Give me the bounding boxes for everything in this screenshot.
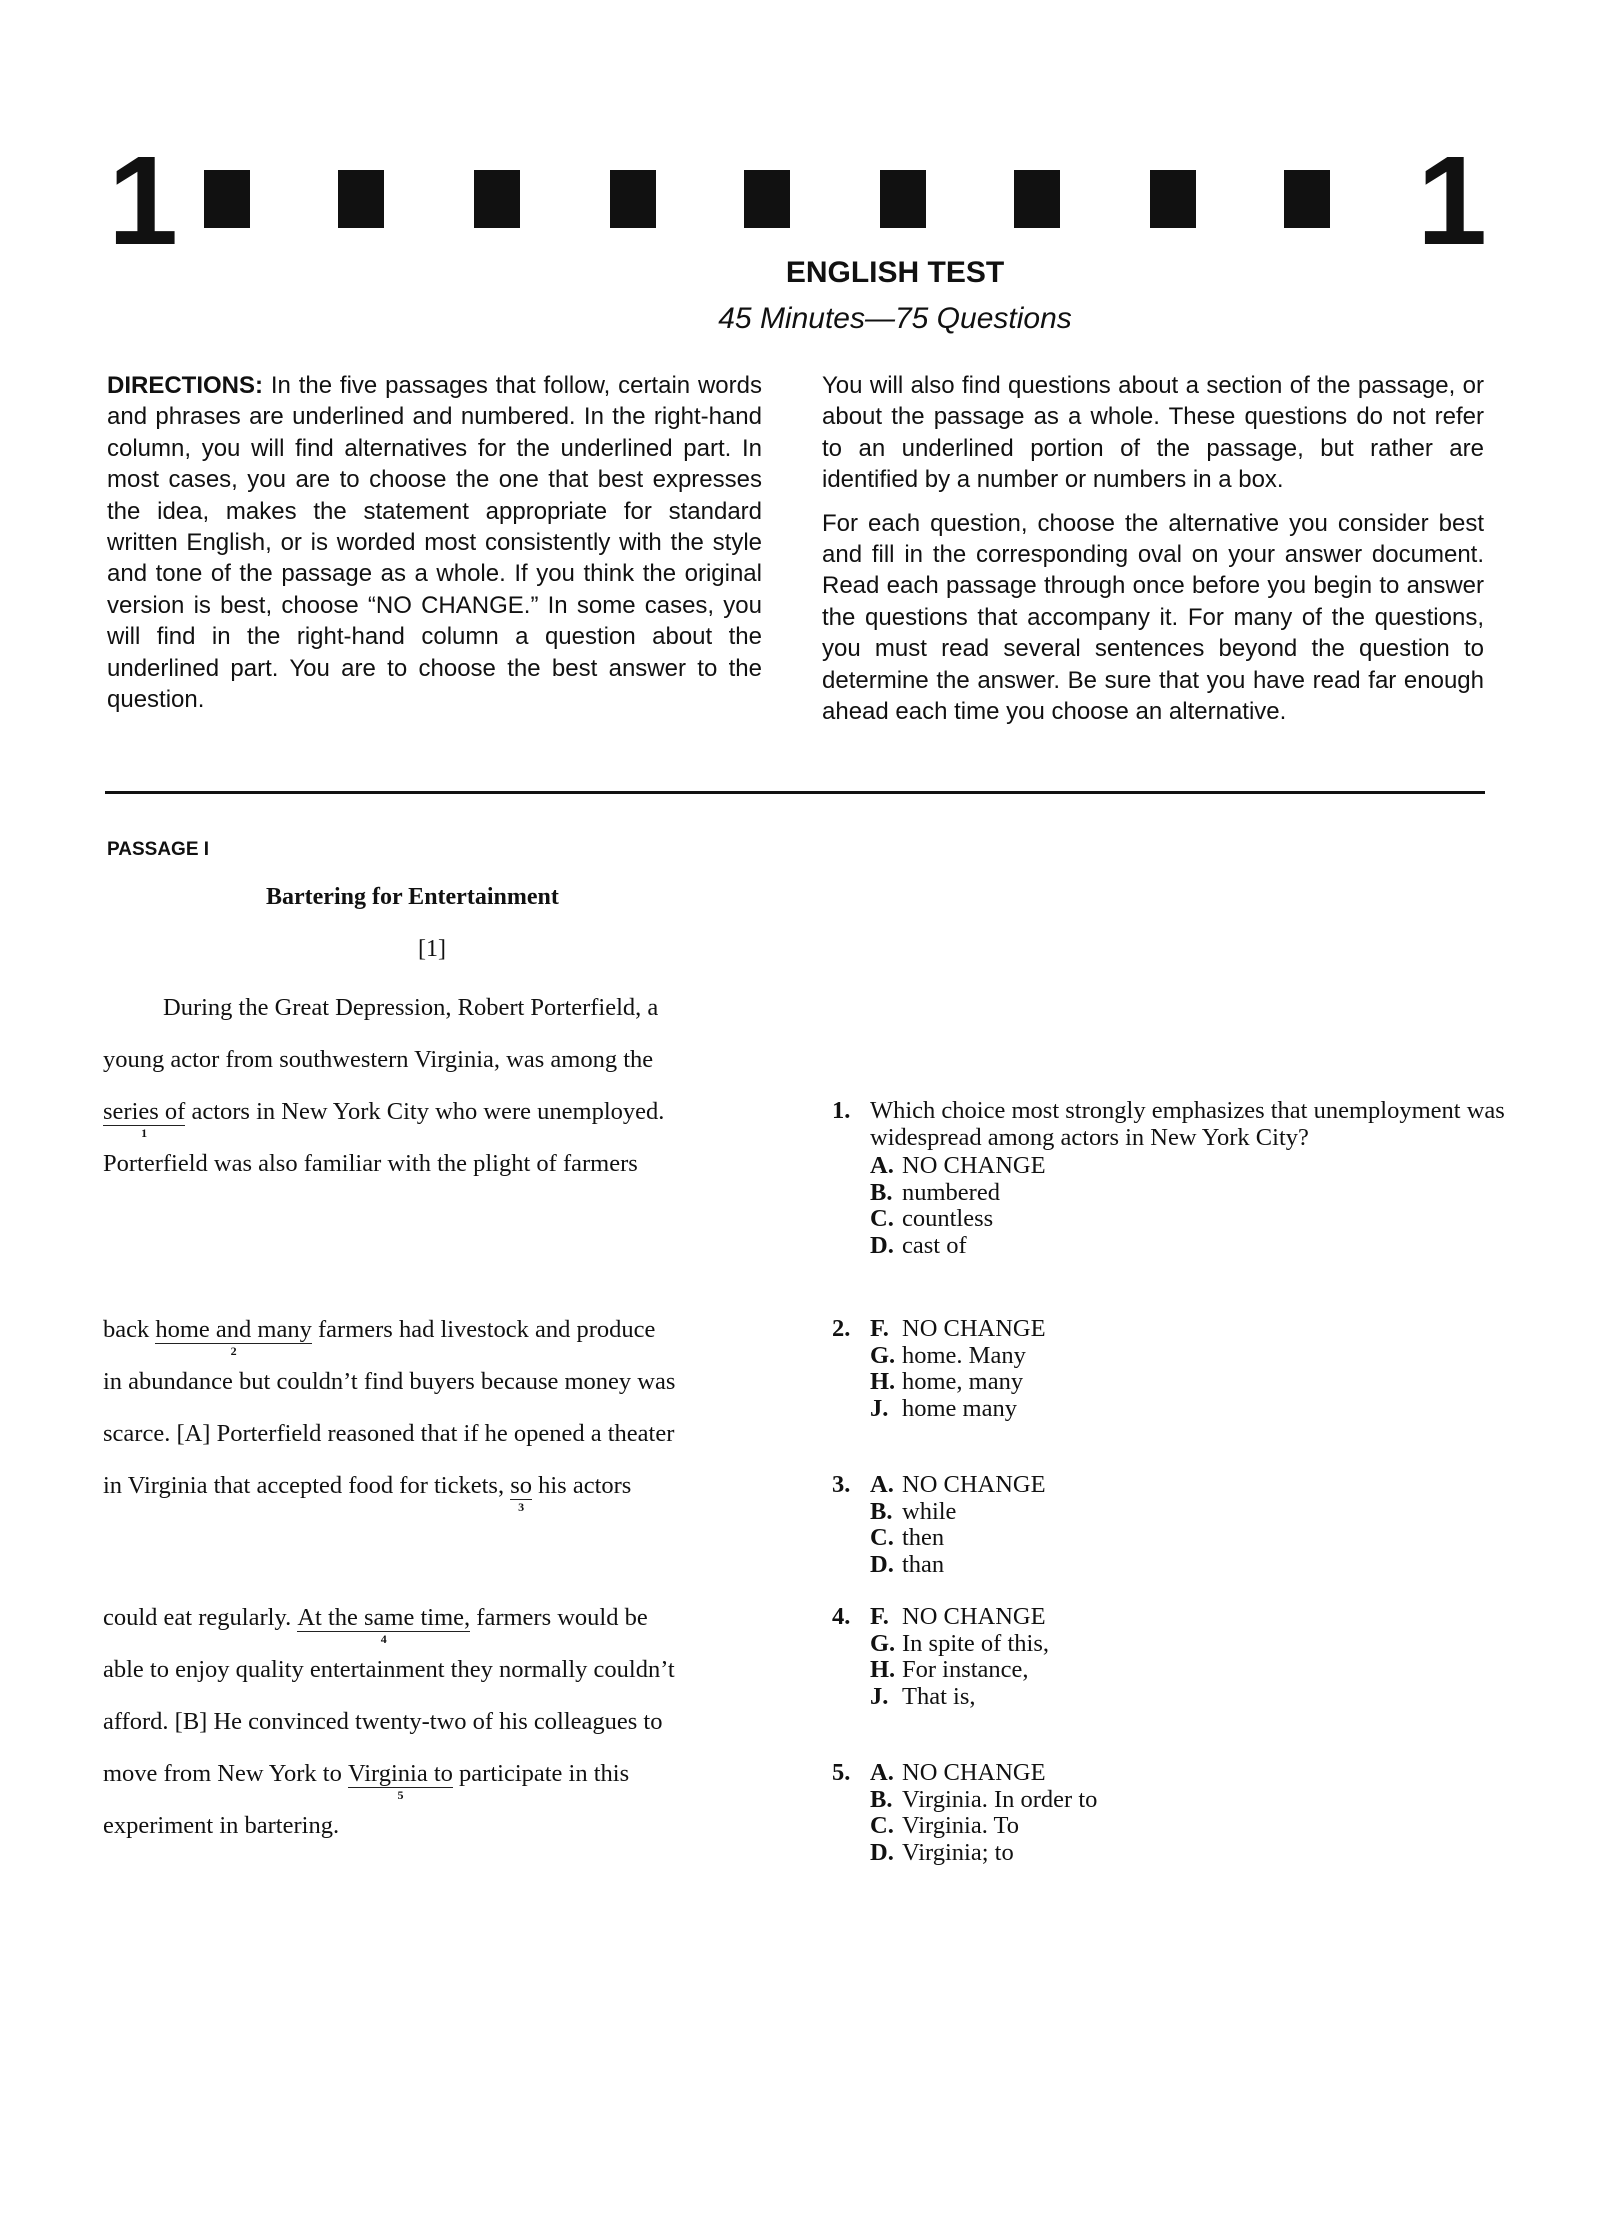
underlined-segment-4: At the same time, 4 — [297, 1604, 471, 1646]
answer-option[interactable]: A. NO CHANGE — [870, 1152, 1046, 1179]
passage-line: Porterfield was also familiar with the plight of farmers — [103, 1150, 638, 1177]
answer-option[interactable]: A. NO CHANGE — [870, 1759, 1046, 1786]
directions-label: DIRECTIONS: — [107, 372, 263, 399]
answer-option[interactable]: G. home. Many — [870, 1341, 1026, 1369]
directions-right-paragraph-1: You will also find questions about a section of the passage, or about the passage as a whole. These questions do not refer to an underlined portion of the passage, but rather are identified by a number or numbers in a box. — [822, 372, 1484, 494]
question-3 — [832, 1472, 1046, 1578]
question-1 — [832, 1098, 1530, 1259]
question-number: 4. — [832, 1603, 851, 1630]
question-number: 5. — [832, 1759, 851, 1786]
answer-option[interactable]: D. cast of — [870, 1231, 967, 1259]
question-marker-1: 1 — [141, 1125, 148, 1140]
answer-option[interactable]: B. Virginia. In order to — [870, 1785, 1098, 1813]
section-divider — [105, 791, 1485, 794]
answer-option[interactable]: A. NO CHANGE — [870, 1471, 1046, 1498]
question-number: 3. — [832, 1471, 851, 1498]
passage-line: move from New York to Virginia to 5 participate in this — [103, 1760, 630, 1802]
answer-option[interactable]: G. In spite of this, — [870, 1629, 1049, 1657]
passage-label: PASSAGE I — [107, 839, 210, 860]
question-4 — [832, 1604, 1049, 1710]
header-square-4 — [610, 170, 656, 228]
header-square-1 — [204, 170, 250, 228]
passage-line: experiment in bartering. — [103, 1812, 340, 1839]
answer-option[interactable]: D. than — [870, 1550, 945, 1578]
answer-option[interactable]: J. That is, — [870, 1682, 976, 1710]
question-stem: Which choice most strongly emphasizes that unemployment was widespread among actors in New York City? — [870, 1097, 1505, 1151]
question-5 — [832, 1760, 1097, 1866]
answer-option[interactable]: B. while — [870, 1497, 957, 1525]
answer-option[interactable]: D. Virginia; to — [870, 1838, 1014, 1866]
question-marker-3: 3 — [518, 1499, 525, 1514]
paragraph-number: [1] — [418, 936, 446, 962]
section-number-left: 1 — [108, 130, 179, 271]
passage-line: series of 1 actors in New York City who were unemployed. — [103, 1098, 665, 1140]
header-square-5 — [744, 170, 790, 228]
header-square-6 — [880, 170, 926, 228]
underlined-segment-2: home and many 2 — [155, 1316, 312, 1358]
answer-option[interactable]: H. For instance, — [870, 1656, 1029, 1683]
answer-option[interactable]: F. NO CHANGE — [870, 1603, 1046, 1630]
passage-line: in abundance but couldn’t find buyers because money was — [103, 1368, 676, 1395]
header-square-9 — [1284, 170, 1330, 228]
answer-option[interactable]: J. home many — [870, 1394, 1017, 1422]
passage-line: could eat regularly. At the same time, 4 farmers would be — [103, 1604, 648, 1646]
header-square-3 — [474, 170, 520, 228]
passage-line: in Virginia that accepted food for tickets, so 3 his actors — [103, 1472, 632, 1514]
passage-line: scarce. [A] Porterfield reasoned that if he opened a theater — [103, 1420, 675, 1447]
passage-line: able to enjoy quality entertainment they normally couldn’t — [103, 1656, 675, 1683]
directions-left — [107, 370, 762, 727]
passage-line: During the Great Depression, Robert Porterfield, a — [163, 994, 659, 1021]
underlined-segment-1: series of 1 — [103, 1098, 186, 1140]
passage-title: Bartering for Entertainment — [266, 884, 559, 910]
underlined-segment-3: so 3 — [510, 1472, 532, 1514]
header-square-7 — [1014, 170, 1060, 228]
passage-line: back home and many 2 farmers had livestock and produce — [103, 1316, 656, 1358]
header-square-8 — [1150, 170, 1196, 228]
question-2 — [832, 1316, 1046, 1422]
answer-option[interactable]: C. Virginia. To — [870, 1812, 1020, 1839]
answer-option[interactable]: C. countless — [870, 1205, 994, 1232]
directions-right-paragraph-2: For each question, choose the alternative you consider best and fill in the corresponding oval on your answer document. Read each passage through once before you begin to answer the questions that accompany it. For many of the questions, you must read several sentences beyond the question to determine the answer. Be sure that you have read far enough ahead each time you choose an alternative. — [822, 509, 1484, 726]
passage-line: afford. [B] He convinced twenty-two of his colleagues to — [103, 1708, 663, 1735]
passage-line: young actor from southwestern Virginia, was among the — [103, 1046, 654, 1073]
directions-right — [822, 370, 1484, 739]
test-subtitle: 45 Minutes—75 Questions — [718, 302, 1072, 335]
answer-option[interactable]: C. then — [870, 1524, 945, 1551]
question-marker-5: 5 — [397, 1787, 404, 1802]
question-marker-2: 2 — [230, 1343, 237, 1358]
question-number: 1. — [832, 1097, 851, 1124]
header-square-2 — [338, 170, 384, 228]
question-number: 2. — [832, 1315, 851, 1342]
answer-option[interactable]: B. numbered — [870, 1178, 1000, 1206]
directions-left-text: In the five passages that follow, certain words and phrases are underlined and numbered. In the right-hand column, you will find alternatives for the underlined part. In most cases, you are to choose the one that best expresses the idea, makes the statement appropriate for standard written English, or is worded most consistently with the style and tone of the passage as a whole. If you think the original version is best, choose “NO CHANGE.” In some cases, you will find in the right-hand column a question about the underlined part. You are to choose the best answer to the question. — [107, 372, 762, 714]
underlined-segment-5: Virginia to 5 — [348, 1760, 453, 1802]
test-title: ENGLISH TEST — [785, 256, 1005, 289]
question-marker-4: 4 — [380, 1631, 387, 1646]
answer-option[interactable]: H. home, many — [870, 1368, 1024, 1395]
answer-option[interactable]: F. NO CHANGE — [870, 1315, 1046, 1342]
section-number-right: 1 — [1417, 130, 1488, 271]
